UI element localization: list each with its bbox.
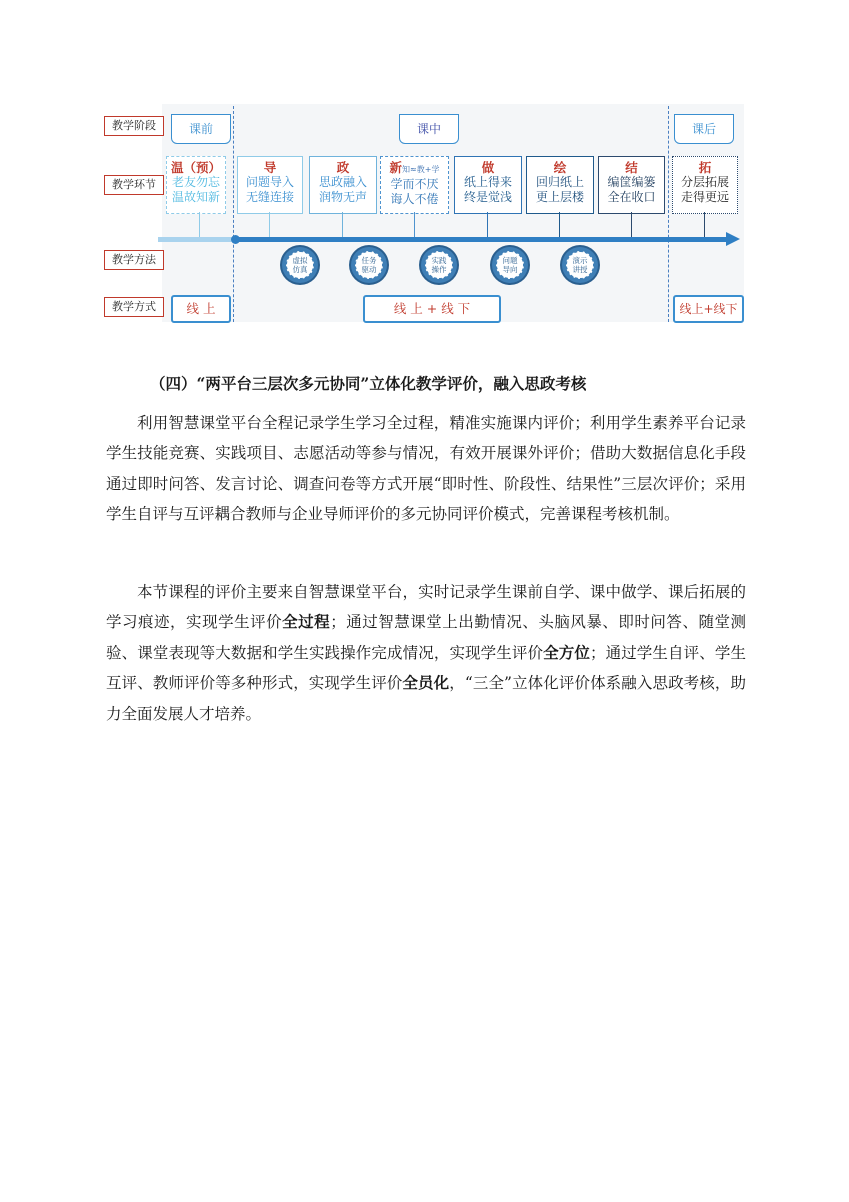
step-do-title: 做: [481, 160, 495, 175]
para2-part3: ；通过学生自评、学生互评、教师评价等多种形式，实现学生评价: [106, 643, 746, 693]
step-new-line1: 学而不厌: [390, 177, 439, 191]
method-demo-line1: 演示: [572, 256, 588, 265]
stem-draw: [559, 212, 560, 238]
para2-bold-full-process: 全过程: [282, 613, 331, 632]
mode-pre: 线 上: [171, 295, 231, 323]
step-new: [380, 156, 449, 214]
method-task-line1: 任务: [361, 256, 377, 265]
mode-post: 线上+线下: [673, 295, 744, 323]
stem-new: [414, 212, 415, 238]
step-new-title-wrap: [381, 160, 448, 177]
phase-flag-pre-label: 课前: [188, 122, 213, 136]
step-guide-title: 导: [263, 160, 277, 175]
para2-part1: 本节课程的评价主要来自智慧课堂平台，实时记录学生课前自学、课中做学、课后拓展的学习痕迹，实现学生评价: [106, 583, 746, 632]
step-politics-line2: 润物无声: [318, 190, 367, 204]
timeline-arrow-icon: [726, 232, 740, 246]
step-warm: [166, 156, 226, 214]
method-badge-practice-text: [425, 251, 453, 279]
step-new-sub: 知≈教+学: [402, 165, 440, 174]
method-problem-line1: 问题: [502, 256, 518, 265]
step-do: [454, 156, 522, 214]
timeline-dot: [231, 235, 240, 244]
stem-extend: [704, 212, 705, 238]
phase-divider-pre: [233, 106, 234, 322]
method-simulation-line1: 虚拟: [292, 256, 308, 265]
method-demo-line2: 讲授: [572, 265, 588, 274]
step-do-line1: 纸上得来: [463, 175, 512, 189]
step-politics-line1: 思政融入: [318, 175, 367, 189]
stem-guide: [269, 212, 270, 238]
method-badge-simulation-text: [286, 251, 314, 279]
step-conclude: [598, 156, 665, 214]
para2-bold-all-round: 全方位: [543, 643, 590, 662]
timeline-axis-pre: [158, 237, 236, 242]
method-badge-task-text: [355, 251, 383, 279]
step-guide-line2: 无缝连接: [245, 190, 294, 204]
row-label-mode: 教学方式: [104, 297, 164, 317]
method-badge-demo-text: [566, 251, 594, 279]
row-label-link: 教学环节: [104, 175, 164, 195]
step-draw: [526, 156, 594, 214]
stem-do: [487, 212, 488, 238]
paragraph-evaluation-course: [106, 577, 746, 729]
step-extend: [672, 156, 738, 214]
step-draw-line1: 回归纸上: [535, 175, 584, 189]
step-warm-line1: 老友勿忘: [171, 175, 220, 189]
stem-warm: [199, 212, 200, 238]
step-politics-title: 政: [336, 160, 350, 175]
para2-bold-all-staff: 全员化: [402, 674, 450, 693]
method-badge-task: [351, 247, 387, 283]
phase-flag-post-label: 课后: [691, 122, 716, 136]
section-heading: （四）“两平台三层次多元协同”立体化教学评价，融入思政考核: [150, 374, 587, 393]
step-new-title: 新: [389, 160, 403, 175]
step-guide-line1: 问题导入: [245, 175, 294, 189]
method-badge-simulation: [282, 247, 318, 283]
step-warm-title: 温（预）: [170, 160, 221, 175]
step-conclude-title: 结: [625, 160, 638, 175]
step-new-line2: 诲人不倦: [390, 192, 439, 206]
phase-flag-in-label: 课中: [416, 122, 441, 136]
method-badge-demo: [562, 247, 598, 283]
para2-part4: ，“三全”立体化评价体系融入思政考核，助力全面发展人才培养。: [106, 674, 746, 723]
step-guide: [237, 156, 303, 214]
method-badge-problem: [492, 247, 528, 283]
step-warm-line2: 温故知新: [171, 190, 220, 204]
method-problem-line2: 导向: [502, 265, 518, 274]
step-extend-line1: 分层拓展: [680, 175, 729, 189]
stem-politics: [342, 212, 343, 238]
method-practice-line2: 操作: [431, 265, 447, 274]
timeline-axis-main: [236, 237, 728, 242]
mode-in: 线 上 + 线 下: [363, 295, 501, 323]
phase-flag-in: [399, 114, 459, 144]
row-label-method: 教学方法: [104, 250, 164, 270]
row-label-stage: 教学阶段: [104, 116, 164, 136]
step-conclude-line2: 全在收口: [607, 190, 656, 204]
step-conclude-line1: 编筐编篓: [607, 175, 656, 189]
method-task-line2: 驱动: [361, 265, 377, 274]
step-extend-line2: 走得更远: [680, 190, 729, 204]
method-badge-practice: [421, 247, 457, 283]
step-do-line2: 终是觉浅: [463, 190, 512, 204]
step-draw-line2: 更上层楼: [535, 190, 584, 204]
method-badge-problem-text: [496, 251, 524, 279]
phase-flag-post: [674, 114, 734, 144]
paragraph-evaluation-method: 利用智慧课堂平台全程记录学生学习全过程，精准实施课内评价；利用学生素养平台记录学生技能竞赛、实践项目、志愿活动等参与情况，有效开展课外评价；借助大数据信息化手段通过即时问答、发言讨论、调查问卷等方式开展“即时性、阶段性、结果性”三层次评价；采用学生自评与互评耦合教师与企业导师评价的多元协同评价模式，完善课程考核机制。: [106, 414, 746, 524]
phase-flag-pre: [171, 114, 231, 144]
phase-divider-post: [668, 106, 669, 322]
step-extend-title: 拓: [698, 160, 712, 175]
method-simulation-line2: 仿真: [292, 265, 308, 274]
teaching-process-diagram: [104, 104, 744, 324]
step-politics: [309, 156, 377, 214]
step-draw-title: 绘: [553, 160, 567, 175]
method-practice-line1: 实践: [431, 256, 447, 265]
stem-conclude: [631, 212, 632, 238]
para2-part2: ；通过智慧课堂上出勤情况、头脑风暴、即时问答、随堂测验、课堂表现等大数据和学生实践操作完成情况，实现学生评价: [106, 613, 746, 662]
